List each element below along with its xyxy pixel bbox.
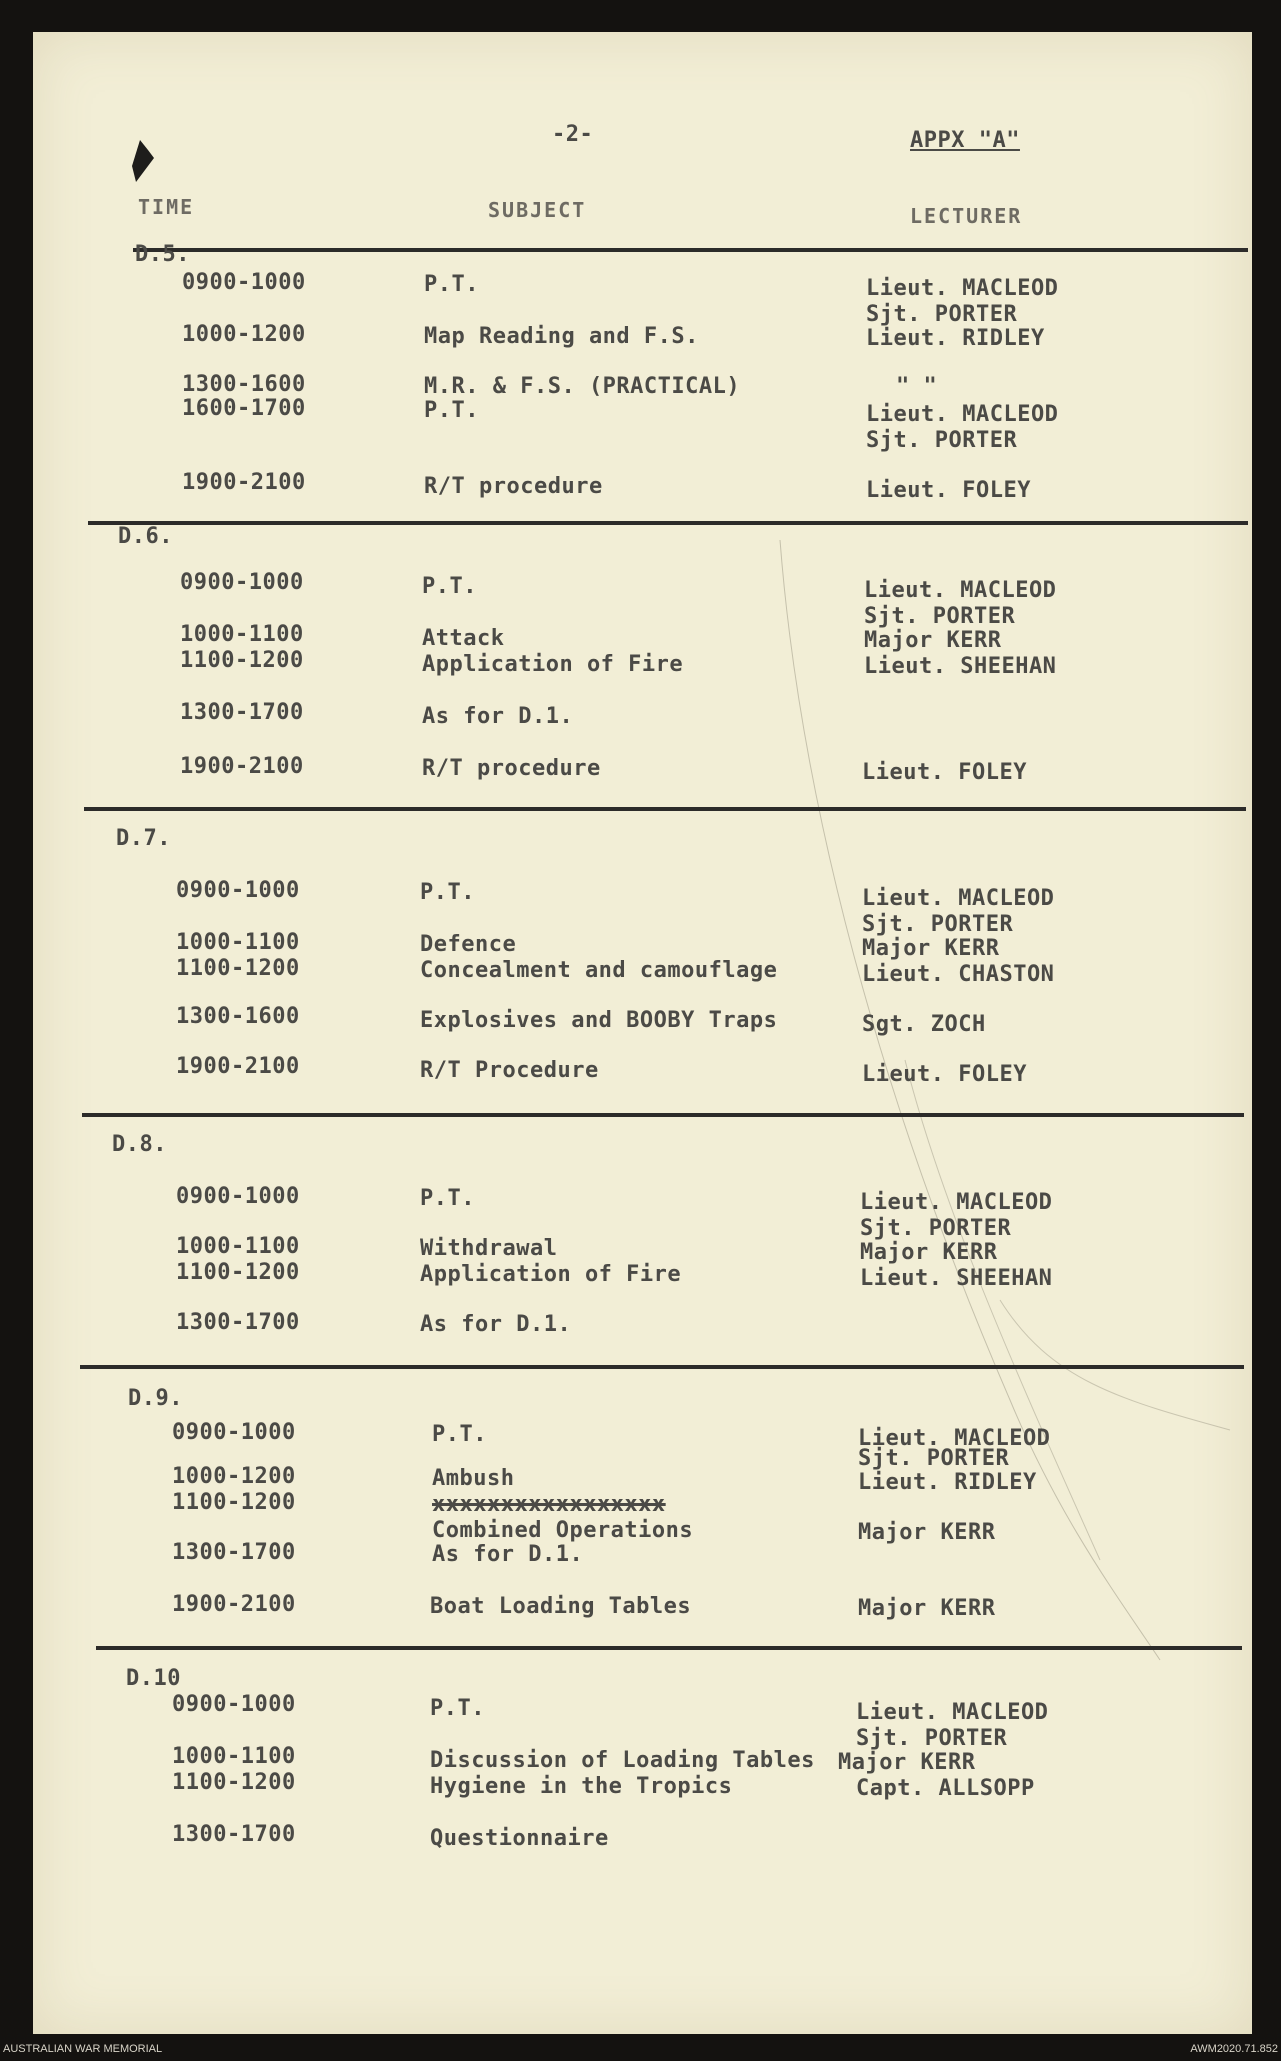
session-time: 1100-1200 bbox=[176, 1260, 300, 1285]
session-lecturer: Lieut. FOLEY bbox=[862, 760, 1027, 785]
day-label: D.9. bbox=[128, 1386, 183, 1411]
session-subject: Defence bbox=[420, 932, 517, 957]
session-lecturer: Lieut. MACLEOD bbox=[866, 402, 1059, 427]
session-time: 1100-1200 bbox=[180, 648, 304, 673]
session-lecturer: Sjt. PORTER bbox=[866, 302, 1018, 327]
session-subject: P.T. bbox=[420, 1186, 475, 1211]
day-label: D.6. bbox=[118, 524, 173, 549]
session-lecturer: Lieut. SHEEHAN bbox=[860, 1266, 1053, 1291]
session-subject: R/T procedure bbox=[424, 474, 603, 499]
session-time: 0900-1000 bbox=[176, 1184, 300, 1209]
session-lecturer: Lieut. FOLEY bbox=[866, 478, 1031, 503]
footer-institution: AUSTRALIAN WAR MEMORIAL bbox=[3, 2043, 163, 2055]
session-time: 0900-1000 bbox=[180, 570, 304, 595]
session-time: 1600-1700 bbox=[182, 396, 306, 421]
session-time: 1300-1700 bbox=[180, 700, 304, 725]
session-time: 1900-2100 bbox=[182, 470, 306, 495]
session-lecturer: Lieut. FOLEY bbox=[862, 1062, 1027, 1087]
session-lecturer: Major KERR bbox=[860, 1240, 998, 1265]
session-lecturer: Sjt. PORTER bbox=[866, 428, 1018, 453]
session-time: 0900-1000 bbox=[172, 1420, 296, 1445]
session-lecturer: Lieut. RIDLEY bbox=[858, 1470, 1037, 1495]
session-lecturer: Major KERR bbox=[864, 628, 1002, 653]
session-lecturer: Sjt. PORTER bbox=[856, 1726, 1008, 1751]
session-lecturer: Major KERR bbox=[858, 1596, 996, 1621]
session-subject: Application of Fire bbox=[422, 652, 684, 677]
day-label: D.5. bbox=[135, 242, 190, 267]
section-divider bbox=[84, 807, 1246, 811]
section-divider bbox=[133, 248, 1248, 252]
footer-accession-number: AWM2020.71.852 bbox=[1190, 2043, 1278, 2055]
session-lecturer: " " bbox=[896, 374, 938, 399]
ink-mark bbox=[128, 138, 158, 184]
session-time: 1100-1200 bbox=[172, 1770, 296, 1795]
session-subject: P.T. bbox=[422, 574, 477, 599]
column-header-time: TIME bbox=[138, 195, 195, 219]
day-label: D.7. bbox=[116, 826, 171, 851]
session-time: 1000-1200 bbox=[172, 1464, 296, 1489]
session-lecturer: Major KERR bbox=[838, 1750, 976, 1775]
session-lecturer: Lieut. CHASTON bbox=[862, 962, 1055, 987]
session-subject: M.R. & F.S. (PRACTICAL) bbox=[424, 374, 741, 399]
session-time: 1000-1200 bbox=[182, 322, 306, 347]
session-lecturer: Lieut. MACLEOD bbox=[866, 276, 1059, 301]
session-subject: Boat Loading Tables bbox=[430, 1594, 692, 1619]
session-subject: Concealment and camouflage bbox=[420, 958, 778, 983]
session-subject: As for D.1. bbox=[422, 704, 574, 729]
session-subject: P.T. bbox=[424, 398, 479, 423]
session-subject: As for D.1. bbox=[420, 1312, 572, 1337]
session-subject: Map Reading and F.S. bbox=[424, 324, 699, 349]
session-subject: Discussion of Loading Tables bbox=[430, 1748, 815, 1773]
session-subject: As for D.1. bbox=[432, 1542, 584, 1567]
day-label: D.10 bbox=[126, 1666, 181, 1691]
session-time: 1000-1100 bbox=[172, 1744, 296, 1769]
session-time: 1300-1700 bbox=[172, 1822, 296, 1847]
session-subject: Combined Operations bbox=[432, 1518, 694, 1543]
appendix-label: APPX "A" bbox=[910, 128, 1020, 153]
session-time: 1300-1600 bbox=[182, 372, 306, 397]
section-divider bbox=[80, 1365, 1244, 1369]
session-time: 1900-2100 bbox=[172, 1592, 296, 1617]
session-subject: R/T Procedure bbox=[420, 1058, 599, 1083]
session-time: 0900-1000 bbox=[176, 878, 300, 903]
column-header-subject: SUBJECT bbox=[488, 198, 587, 222]
day-label: D.8. bbox=[112, 1132, 167, 1157]
session-subject: Application of Fire bbox=[420, 1262, 682, 1287]
session-lecturer: Capt. ALLSOPP bbox=[856, 1776, 1035, 1801]
session-lecturer: Sjt. PORTER bbox=[860, 1216, 1012, 1241]
session-subject: R/T procedure bbox=[422, 756, 601, 781]
session-subject: Ambush bbox=[432, 1466, 515, 1491]
session-time: 1100-1200 bbox=[172, 1490, 296, 1515]
struck-out-subject: xxxxxxxxxxxxxxxxx bbox=[432, 1492, 666, 1517]
session-subject: Hygiene in the Tropics bbox=[430, 1774, 733, 1799]
session-time: 0900-1000 bbox=[172, 1692, 296, 1717]
session-time: 1100-1200 bbox=[176, 956, 300, 981]
session-time: 1000-1100 bbox=[176, 1234, 300, 1259]
section-divider bbox=[82, 1113, 1244, 1117]
session-lecturer: Lieut. MACLEOD bbox=[862, 886, 1055, 911]
session-subject: Explosives and BOOBY Traps bbox=[420, 1008, 778, 1033]
session-time: 1300-1700 bbox=[172, 1540, 296, 1565]
section-divider bbox=[96, 1646, 1242, 1650]
session-time: 0900-1000 bbox=[182, 270, 306, 295]
session-lecturer: Lieut. MACLEOD bbox=[860, 1190, 1053, 1215]
session-subject: Attack bbox=[422, 626, 505, 651]
session-subject: P.T. bbox=[420, 880, 475, 905]
session-subject: P.T. bbox=[432, 1422, 487, 1447]
session-lecturer: Major KERR bbox=[858, 1520, 996, 1545]
session-lecturer: Sjt. PORTER bbox=[864, 604, 1016, 629]
session-time: 1000-1100 bbox=[176, 930, 300, 955]
column-header-lecturer: LECTURER bbox=[910, 204, 1023, 228]
session-subject: P.T. bbox=[430, 1696, 485, 1721]
session-subject: Questionnaire bbox=[430, 1826, 609, 1851]
session-lecturer: Lieut. MACLEOD bbox=[858, 1426, 1051, 1451]
session-subject: Withdrawal bbox=[420, 1236, 558, 1261]
session-subject: P.T. bbox=[424, 272, 479, 297]
session-lecturer: Lieut. RIDLEY bbox=[866, 326, 1045, 351]
session-lecturer: Sjt. PORTER bbox=[858, 1446, 1010, 1471]
session-time: 1900-2100 bbox=[180, 754, 304, 779]
session-lecturer: Major KERR bbox=[862, 936, 1000, 961]
session-lecturer: Lieut. SHEEHAN bbox=[864, 654, 1057, 679]
session-lecturer: Lieut. MACLEOD bbox=[856, 1700, 1049, 1725]
session-time: 1000-1100 bbox=[180, 622, 304, 647]
section-divider bbox=[88, 521, 1248, 525]
session-time: 1300-1700 bbox=[176, 1310, 300, 1335]
session-lecturer: Sjt. PORTER bbox=[862, 912, 1014, 937]
page-number: -2- bbox=[552, 122, 594, 147]
session-lecturer: Sgt. ZOCH bbox=[862, 1012, 986, 1037]
session-lecturer: Lieut. MACLEOD bbox=[864, 578, 1057, 603]
session-time: 1300-1600 bbox=[176, 1004, 300, 1029]
session-time: 1900-2100 bbox=[176, 1054, 300, 1079]
